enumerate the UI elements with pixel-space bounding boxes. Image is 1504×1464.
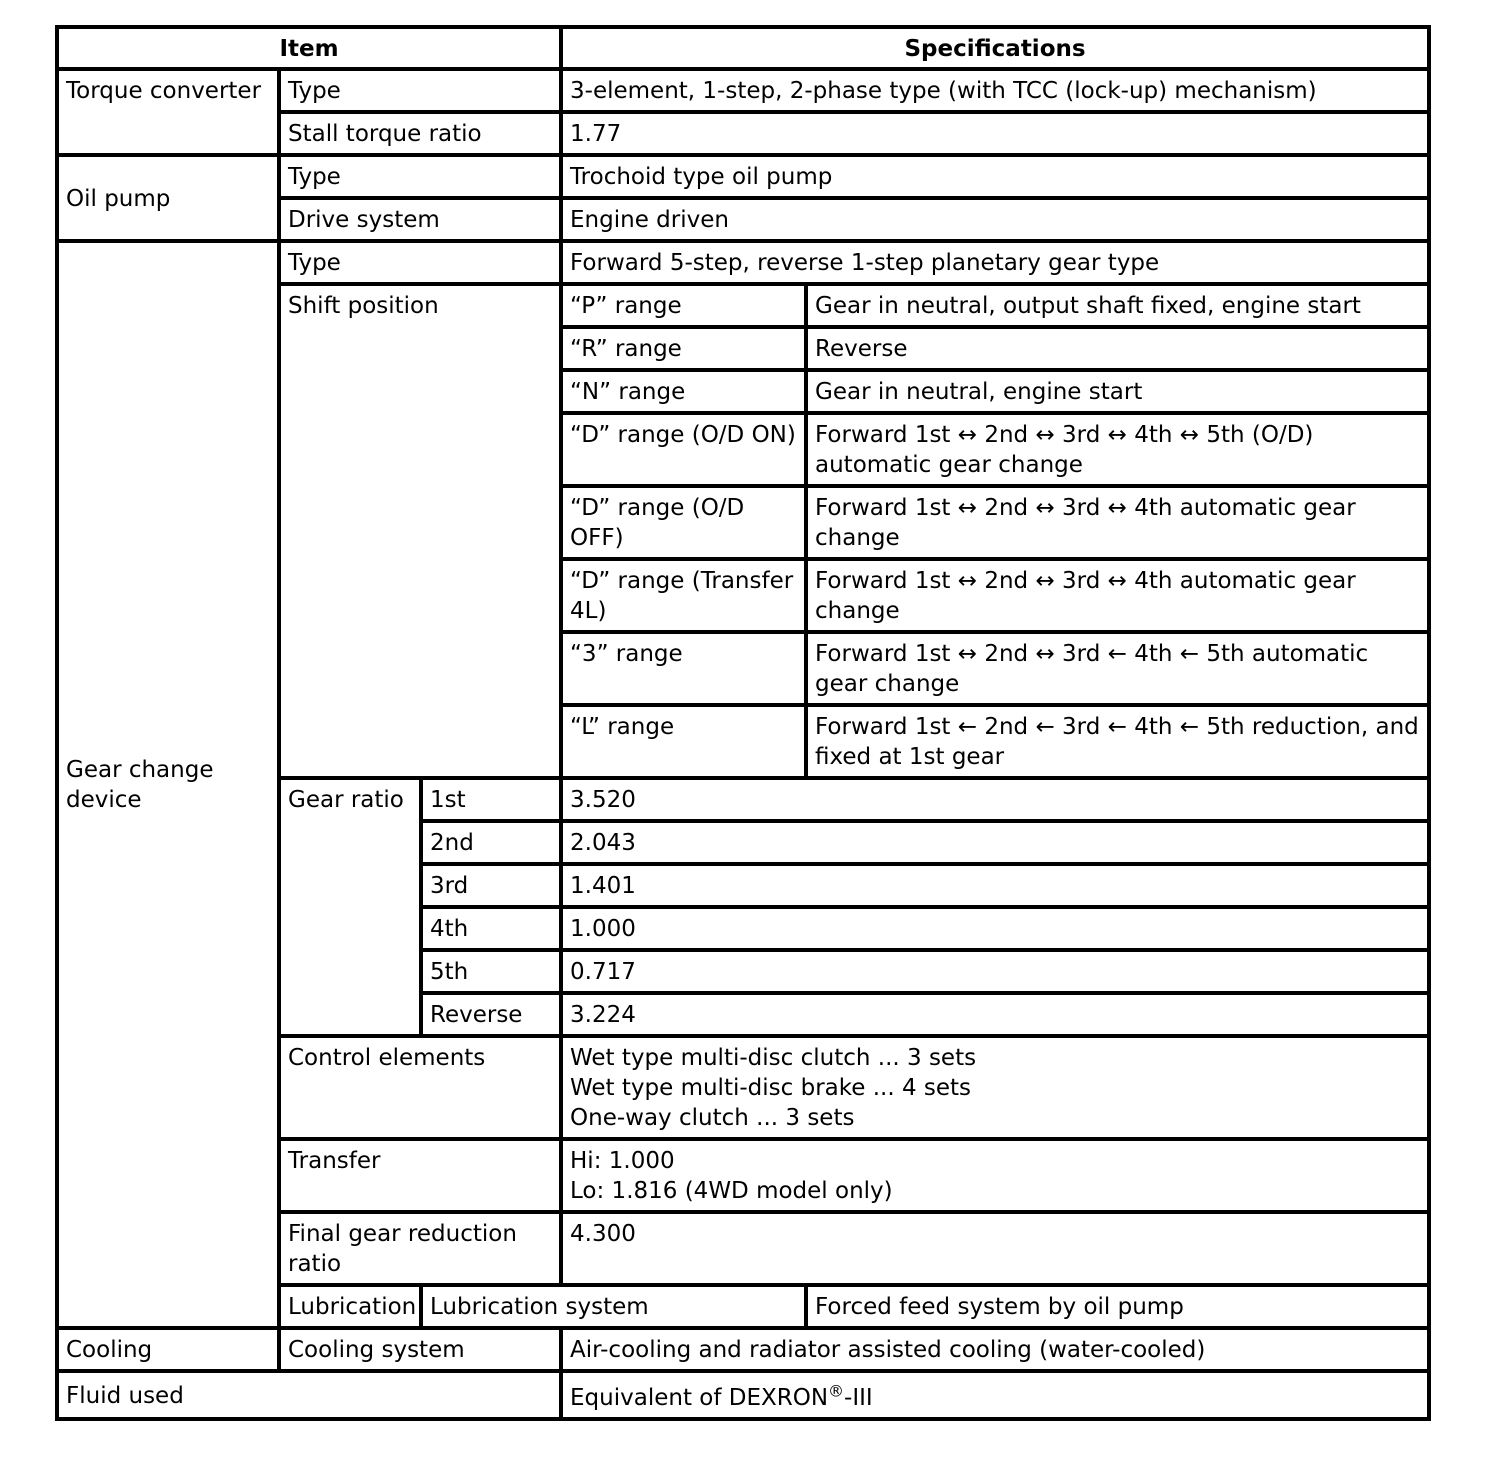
gear-name: 1st [421, 778, 561, 821]
item-label: Stall torque ratio [279, 112, 561, 155]
table-row [57, 1371, 1429, 1419]
shift-description: Gear in neutral, engine start [806, 370, 1429, 413]
gear-ratio-value: 3.224 [561, 993, 1429, 1036]
table-row [57, 1328, 1429, 1371]
table-row [57, 69, 1429, 112]
gear-ratio-value: 1.401 [561, 864, 1429, 907]
table-row [57, 241, 1429, 284]
control-line: One-way clutch ... 3 sets [570, 1105, 855, 1131]
header-item: Item [57, 27, 561, 69]
spec-value: 1.77 [561, 112, 1429, 155]
shift-description: Forward 1st ↔ 2nd ↔ 3rd ↔ 4th automatic gear change [806, 486, 1429, 559]
shift-description: Forward 1st ↔ 2nd ↔ 3rd ↔ 4th ↔ 5th (O/D) automatic gear change [806, 413, 1429, 486]
item-label: Control elements [279, 1036, 561, 1139]
spec-value-transfer [561, 1139, 1429, 1212]
shift-description: Reverse [806, 327, 1429, 370]
gear-ratio-value: 1.000 [561, 907, 1429, 950]
shift-range: “D” range (O/D ON) [561, 413, 806, 486]
category-cooling: Cooling [57, 1328, 279, 1371]
item-label: Final gear reduction ratio [279, 1212, 561, 1285]
gear-name: 5th [421, 950, 561, 993]
spec-value: Air-cooling and radiator assisted cooling (water-cooled) [561, 1328, 1429, 1371]
control-line: Wet type multi-disc clutch ... 3 sets [570, 1045, 977, 1071]
shift-range: “3” range [561, 632, 806, 705]
specifications-table [55, 25, 1431, 1421]
gear-ratio-value: 3.520 [561, 778, 1429, 821]
shift-range: “N” range [561, 370, 806, 413]
item-label: Drive system [279, 198, 561, 241]
spec-value-control-elements [561, 1036, 1429, 1139]
item-label-gear-ratio: Gear ratio [279, 778, 421, 1036]
gear-name: 3rd [421, 864, 561, 907]
item-label: Lubrication system [421, 1285, 806, 1328]
gear-name: 4th [421, 907, 561, 950]
gear-ratio-value: 2.043 [561, 821, 1429, 864]
item-label: Type [279, 69, 561, 112]
category-fluid-used: Fluid used [57, 1371, 561, 1419]
shift-description: Forward 1st ← 2nd ← 3rd ← 4th ← 5th reduction, and fixed at 1st gear [806, 705, 1429, 778]
item-label: Transfer [279, 1139, 561, 1212]
category-oil-pump: Oil pump [57, 155, 279, 241]
category-lubrication: Lubrication [279, 1285, 421, 1328]
shift-range: “D” range (O/D OFF) [561, 486, 806, 559]
shift-range: “P” range [561, 284, 806, 327]
item-label: Cooling system [279, 1328, 561, 1371]
item-label: Type [279, 155, 561, 198]
gear-ratio-value: 0.717 [561, 950, 1429, 993]
spec-value: Forced feed system by oil pump [806, 1285, 1429, 1328]
header-row [57, 27, 1429, 69]
shift-description: Forward 1st ↔ 2nd ↔ 3rd ← 4th ← 5th automatic gear change [806, 632, 1429, 705]
gear-name: 2nd [421, 821, 561, 864]
item-label: Type [279, 241, 561, 284]
fluid-prefix: Equivalent of DEXRON [570, 1385, 829, 1411]
spec-value: 3-element, 1-step, 2-phase type (with TCC (lock-up) mechanism) [561, 69, 1429, 112]
item-label-shift-position: Shift position [279, 284, 561, 778]
category-gear-change-device: Gear change device [57, 241, 279, 1328]
shift-range: “L” range [561, 705, 806, 778]
table-row [57, 155, 1429, 198]
transfer-line: Hi: 1.000 [570, 1148, 675, 1174]
shift-range: “R” range [561, 327, 806, 370]
spec-value: Trochoid type oil pump [561, 155, 1429, 198]
transfer-line: Lo: 1.816 (4WD model only) [570, 1178, 893, 1204]
spec-value: 4.300 [561, 1212, 1429, 1285]
shift-description: Gear in neutral, output shaft fixed, engine start [806, 284, 1429, 327]
control-line: Wet type multi-disc brake ... 4 sets [570, 1075, 972, 1101]
registered-mark: ® [828, 1381, 845, 1401]
header-specifications: Specifications [561, 27, 1429, 69]
fluid-suffix: -III [844, 1385, 873, 1411]
category-torque-converter: Torque converter [57, 69, 279, 155]
shift-range: “D” range (Transfer 4L) [561, 559, 806, 632]
gear-name: Reverse [421, 993, 561, 1036]
spec-value: Forward 5-step, reverse 1-step planetary gear type [561, 241, 1429, 284]
spec-value: Engine driven [561, 198, 1429, 241]
shift-description: Forward 1st ↔ 2nd ↔ 3rd ↔ 4th automatic gear change [806, 559, 1429, 632]
spec-value-fluid [561, 1371, 1429, 1419]
